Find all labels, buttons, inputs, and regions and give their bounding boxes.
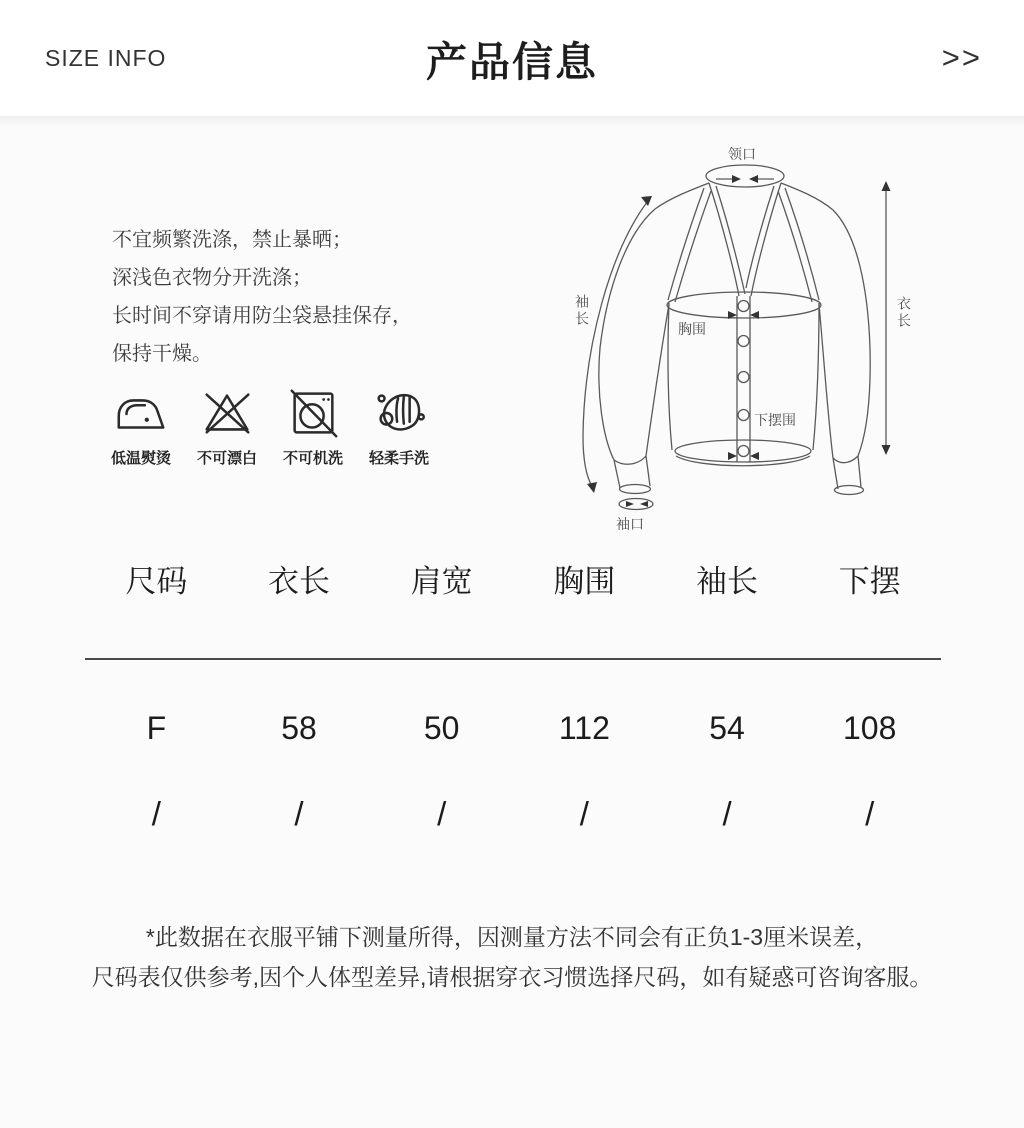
disclaimer-line: *此数据在衣服平铺下测量所得，因测量方法不同会有正负1-3厘米误差， <box>145 924 879 950</box>
table-cell: 112 <box>558 710 610 746</box>
care-icon-item <box>356 384 442 468</box>
care-icons-row <box>98 384 442 468</box>
care-icon-label: 不可漂白 <box>196 450 257 467</box>
collar-label: 领口 <box>728 146 756 162</box>
care-line: 不宜频繁洗涤，禁止暴晒； <box>112 229 352 251</box>
table-cell: / <box>722 795 732 832</box>
col-header: 衣长 <box>268 564 330 599</box>
iron-low-icon <box>112 384 170 442</box>
measurement-disclaimer <box>0 917 1024 997</box>
table-row <box>85 710 941 747</box>
hand-wash-icon <box>370 384 428 442</box>
table-cell: / <box>294 795 304 832</box>
chest-label: 胸围 <box>678 321 706 337</box>
page-title: 产品信息 <box>426 38 598 85</box>
care-line: 保持干燥。 <box>112 343 212 365</box>
size-table-header-row <box>85 556 941 601</box>
table-cell: 108 <box>843 710 897 746</box>
table-cell: F <box>146 710 167 746</box>
table-cell: 58 <box>281 710 317 746</box>
double-chevron-icon: >> <box>941 40 982 75</box>
col-header: 袖长 <box>696 564 759 599</box>
size-info-label: SIZE INFO <box>45 44 167 71</box>
col-header: 尺码 <box>125 564 188 599</box>
care-icon-item <box>98 384 184 468</box>
no-machine-wash-icon <box>284 384 342 442</box>
no-bleach-icon <box>198 384 256 442</box>
care-icon-label: 不可机洗 <box>282 450 343 467</box>
col-header: 胸围 <box>553 564 616 599</box>
sleeve-length-label: 袖长 <box>574 294 590 328</box>
table-cell: / <box>579 795 589 832</box>
garment-measurement-diagram <box>556 138 980 533</box>
table-row <box>85 795 941 833</box>
table-cell: / <box>865 795 875 832</box>
table-cell: 50 <box>423 710 460 746</box>
cardigan-sketch <box>556 138 980 533</box>
table-divider <box>85 658 941 660</box>
care-instructions <box>112 221 412 373</box>
care-icon-label: 低温熨烫 <box>110 450 171 467</box>
table-cell: / <box>151 795 161 832</box>
hem-label: 下摆围 <box>754 412 796 428</box>
col-header: 肩宽 <box>410 564 473 599</box>
col-header: 下摆 <box>838 564 901 599</box>
care-line: 长时间不穿请用防尘袋悬挂保存， <box>112 305 412 327</box>
table-cell: 54 <box>709 710 745 746</box>
care-icon-item <box>270 384 356 468</box>
size-table <box>85 556 941 833</box>
table-cell: / <box>437 795 447 832</box>
cuff-label: 袖口 <box>616 516 644 532</box>
header-bar <box>0 0 1024 116</box>
care-line: 深浅色衣物分开洗涤； <box>112 267 312 289</box>
care-icon-label: 轻柔手洗 <box>368 450 429 467</box>
disclaimer-line: 尺码表仅供参考,因个人体型差异,请根据穿衣习惯选择尺码，如有疑惑可咨询客服。 <box>91 964 933 990</box>
care-icon-item <box>184 384 270 468</box>
garment-length-label: 衣长 <box>896 296 912 330</box>
